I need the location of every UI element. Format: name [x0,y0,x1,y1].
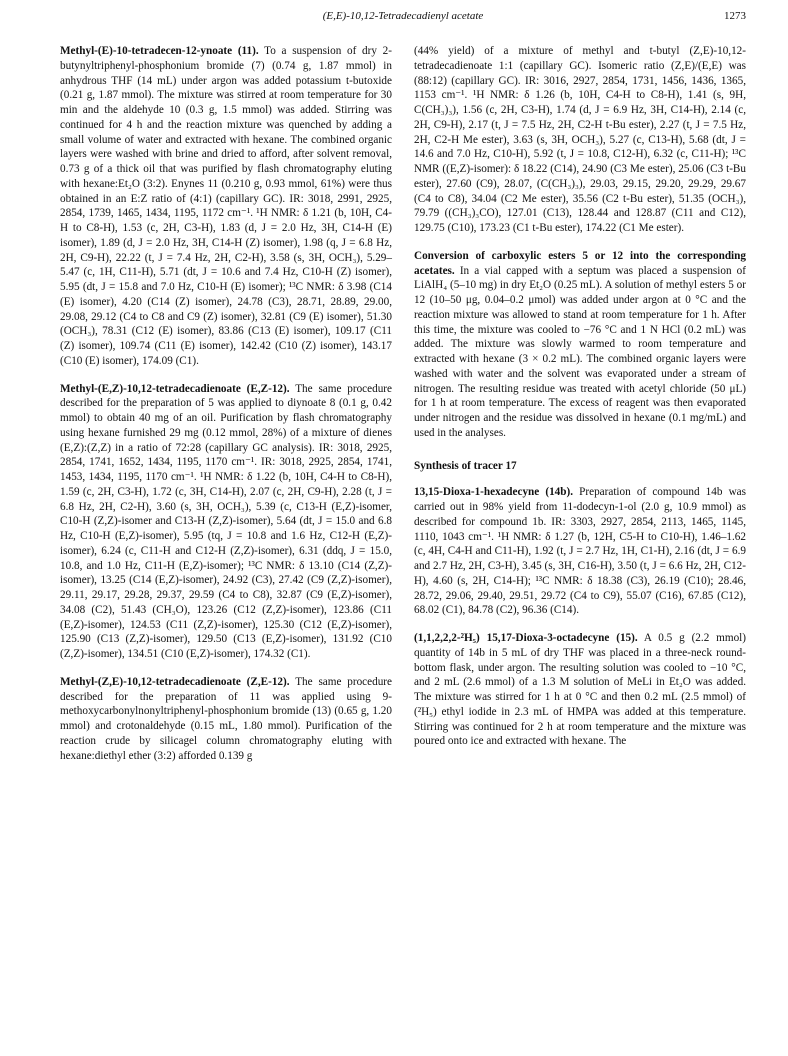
paragraph-text: The same procedure described for the preparation of 5 was applied to diynoate 8 (0.1 g, 0.42 mmol) to obtain 40 mg of an oil. Purification by flash chromatography using hexane furnished 29 mg (0.12 mmol, 28%) of a mixture of dienes (E,Z):(Z,Z) in a ratio of 72:28 (capillary GC analysis). IR: 3018, 2925, 2854, 1741, 1652, 1434, 1195, 1170 cm⁻¹. IR: 3018, 2925, 2854, 1741, 1453, 1434, 1195, 1170 cm⁻¹. ¹H NMR: δ 1.22 (b, 10H, C4-H to C8-H), 1.59 (c, 2H, C3-H), 1.72 (c, 3H, C14-H), 2.07 (c, 2H, C9-H), 2.28 (t, J = 6.8 Hz, 2H, C2-H), 3.60 (s, 3H, OCH₃), 5.39 (c, C13-H (E,Z)-isomer, C10-H (Z,Z)-isomer and C13-H (Z,Z)-isomer), 5.64 (dt, J = 15.0 and 6.8 Hz, C10-H (E,Z)-isomer), 5.95 (tq, J = 10.8 and 1.6 Hz, C12-H (E,Z)-isomer), 6.24 (c, C11-H and C12-H (Z,Z)-isomer), 6.31 (ddq, J = 15.0, 10.8, and 1.0 Hz, C11-H (E,Z)-isomer); ¹³C NMR: δ 13.10 (C14 (Z,Z)-isomer), 13.25 (C14 (E,Z)-isomer), 24.92 (C3), 27.42 (C9 (Z,Z)-isomer), 29.11, 29.17, 29.28, 29.37, 29.59 (C4 to C8), 32.87 (C9 (E,Z)-isomer), 34.08 (C2), 51.43 (CH₃O), 123.26 (C12 (Z,Z)-isomer), 123.86 (C11 (E,Z)-isomer), 124.53 (C11 (Z,Z)-isomer), 125.30 (C12 (E,Z)-isomer), 125.90 (C13 (Z,Z)-isomer), 129.50 (C13 (E,Z)-isomer), 131.92 (C10 (Z,Z)-isomer), 134.51 (C10 (E,Z)-isomer), 174.32 (C1). [60,382,392,660]
page-number: 1273 [724,10,746,22]
paragraph-methyl-e-10-tetradecen-12-ynoate [60,44,392,369]
right-column [414,44,746,762]
paragraph-text: (44% yield) of a mixture of methyl and t-butyl (Z,E)-10,12-tetradecadienoate 1:1 (capillary GC). Isomeric ratio (Z,E)/(E,E) was (88:12) (capillary GC). IR: 3016, 2927, 2854, 1731, 1456, 1436, 1365, 1153 cm⁻¹. ¹H NMR: δ 1.26 (b, 10H, C4-H to C8-H), 1.41 (s, 9H, C(CH₃)₃), 1.56 (c, 2H, C3-H), 1.74 (d, J = 6.9 Hz, 3H, C14-H), 2.14 (c, 2H, C9-H), 2.17 (t, J = 7.5 Hz, 2H, C2-H t-Bu ester), 2.27 (t, J = 7.5 Hz, 2H, C2-H Me ester), 3.63 (s, 3H, OCH₃), 5.27 (c, C13-H), 5.68 (dt, J = 14.6 and 7.0 Hz, C10-H), 5.92 (t, J = 10.8, C12-H), 6.32 (c, C11-H); ¹³C NMR ((E,Z)-isomer): δ 18.22 (C14), 24.90 (C3 Me ester), 25.06 (C3 t-Bu ester), 27.60 (C9), 28.07, (C(CH₃)₃), 29.03, 29.15, 29.20, 29.29, 29.67 (C4 to C8), 34.04 (C2 Me ester), 35.56 (C2 t-Bu ester), 51.35 (OCH₃), 79.79 ((CH₃)₃CO), 127.01 (C13), 128.44 and 128.87 (C11 and C12), 129.75 (C10), 173.23 (C1 t-Bu ester), 174.22 (C1 Me ester). [414,45,746,234]
paragraph-dioxa-hexadecyne [414,485,746,618]
paragraph-lead: Conversion of carboxylic esters 5 or 12 into the corresponding acetates. [414,249,746,277]
paragraph-dioxa-octadecyne [414,631,746,749]
paragraph-lead: (1,1,2,2,2-²H₅) 15,17-Dioxa-3-octadecyne (15). [414,632,638,644]
paragraph-lead: Methyl-(Z,E)-10,12-tetradecadienoate (Z,E-12). [60,675,290,688]
running-header [60,10,746,30]
left-column [60,44,392,776]
paragraph-text: In a vial capped with a septum was placed a suspension of LiAlH₄ (5–10 mg) in dry Et₂O (0.25 mL). A solution of methyl esters 5 or 12 (10–50 μg, 0.04–0.2 μmol) was added under argon at 0 °C and the reaction mixture was allowed to stand at room temperature for 1 h. After this time, the mixture was cooled to −76 °C and 1 N HCl (0.2 mL) was added. The mixture was slowly warmed to room temperature and extracted with hexane (3 × 0.2 mL). The combined organic layers were washed with water and the solvent was evaporated under a stream of nitrogen. The resulting residue was treated with acetyl chloride (50 μL) for 1 h at room temperature. The excess of reagent was then evaporated under nitrogen and the residue was dissolved in hexane (0.1 mg/mL) and used in the analyses. [414,264,747,439]
running-title: (E,E)-10,12-Tetradecadienyl acetate [322,10,484,22]
paragraph-text: The same procedure described for the preparation of 11 was applied using 9-methoxycarbonylnonyltriphenyl-phosphonium bromide (13) (0.65 g, 1.20 mmol) and crotonaldehyde (0.15 mL, 1.80 mmol). Purification of the reaction crude by silicagel column chromatography eluting with hexane:diethyl ether (3:2) afforded 0.139 g [60,675,392,762]
paragraph-lead: Methyl-(E)-10-tetradecen-12-ynoate (11). [60,45,259,57]
paragraph-lead: Methyl-(E,Z)-10,12-tetradecadienoate (E,Z-12). [60,382,290,395]
paragraph-conversion-esters-to-acetates [414,249,746,441]
paragraph-text: Preparation of compound 14b was carried out in 98% yield from 11-dodecyn-1-ol (2.0 g, 10.9 mmol) as described for compound 1b. IR: 3303, 2927, 2854, 2113, 1465, 1145, 1110, 1043 cm⁻¹. ¹H NMR: δ 1.27 (b, 12H, C5-H to C10-H), 1.46–1.62 (c, 4H, C4-H and C11-H), 1.92 (t, J = 2.7 Hz, 1H, C1-H), 2.16 (dt, J = 6.9 and 2.7 Hz, 2H, C3-H), 3.45 (s, 3H, C16-H), 3.50 (t, J = 6.6 Hz, 2H, C12-H), 4.60 (s, 2H, C14-H); ¹³C NMR: δ 18.38 (C3), 26.19 (C10); 28.46, 28.72, 29.06, 29.40, 29.51, 29.72 (C4 to C9), 55.07 (C16), 67.85 (C12), 68.02 (C1), 84.78 (C2), 96.36 (C14). [414,486,746,617]
section-heading-synthesis-tracer: Synthesis of tracer 17 [414,459,517,472]
paragraph-methyl-ze-tetradecadienoate [60,675,392,764]
paragraph-continuation [414,44,746,236]
paragraph-lead: 13,15-Dioxa-1-hexadecyne (14b). [414,486,574,499]
paragraph-text: A 0.5 g (2.2 mmol) quantity of 14b in 5 mL of dry THF was placed in a three-neck round-bottom flask, under argon. The resulting solution was cooled to −10 °C, and 2 mL (2.6 mmol) of a 1.3 M solution of MeLi in Et₂O was added. The mixture was stirred for 1 h at 0 °C and then 0.2 mL (2.5 mmol) of (²H₅) ethyl iodide in 2.3 mL of HMPA was added at this temperature. Stirring was continued for 2 h at room temperature and the mixture was poured onto ice and extracted with hexane. The [414,632,746,748]
paragraph-methyl-ez-tetradecadienoate [60,382,392,662]
paragraph-text: To a suspension of dry 2-butynyltriphenyl-phosphonium bromide (7) (0.74 g, 1.87 mmol) in anhydrous THF (14 mL) under argon was added potassium t-butoxide (0.21 g, 1.87 mmol). The mixture was stirred at room temperature for 30 min and the aldehyde 10 (0.3 g, 1.5 mmol) was added. Stirring was continued for 4 h and the reaction mixture was quenched by adding a small volume of water and extracted with hexane. The combined organic layers were washed with brine and dried to afford, after solvent removal, 0.73 g of a thick oil that was purified by flash chromatography eluting with hexane:Et₂O (3:2). Enynes 11 (0.210 g, 0.93 mmol, 61%) were thus obtained in an E:Z ratio of (4:1) (capillary GC). IR: 3018, 2991, 2925, 2854, 1739, 1465, 1434, 1195, 1172 cm⁻¹. ¹H NMR: δ 1.21 (b, 10H, C4-H to C8-H), 1.53 (c, 2H, C3-H), 1.83 (d, J = 2.0 Hz, 3H, C14-H (E) isomer), 1.89 (d, J = 2.0 Hz, 3H, C14-H (Z) isomer), 1.98 (q, J = 6.8 Hz, 2H, C9-H), 22.22 (t, J = 7.4 Hz, 2H, C2-H), 3.58 (s, 3H, OCH₃), 5.29–5.47 (c, 1H, C11-H), 5.71 (dt, J = 10.6 and 7.4 Hz, C10-H (Z) isomer), 5.95 (dt, J = 15.8 and 7.0 Hz, C10-H (E) isomer); ¹³C NMR: δ 3.98 (C14 (E) isomer), 4.20 (C14 (Z) isomer), 24.78 (C3), 28.71, 28.89, 29.00, 29.08, 29.12 (C4 to C8 and C9 (Z) isomer), 32.81 (C9 (E) isomer), 51.30 (OCH₃), 78.31 (C12 (E) isomer), 83.86 (C13 (E) isomer), 109.17 (C11 (Z) isomer), 109.74 (C11 (E) isomer), 142.42 (C10 (Z) isomer), 143.17 (C10 (E) isomer), 174.09 (C1). [60,45,392,367]
